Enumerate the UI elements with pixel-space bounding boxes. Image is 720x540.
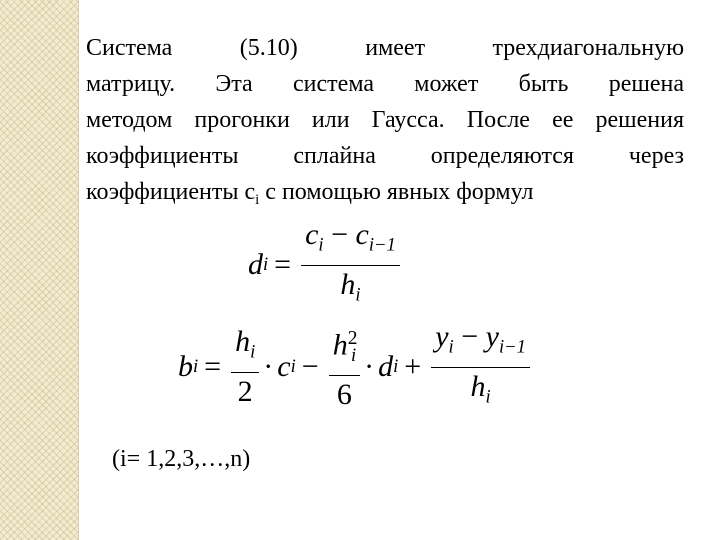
formula-d-lhs-sub: i: [263, 254, 269, 275]
line5-subscript: i: [255, 192, 260, 209]
f3-minus: −: [453, 320, 486, 353]
line5-suffix: с помощью явных формул: [259, 179, 534, 205]
f3-y-sub: i: [448, 336, 454, 358]
f3-y: y: [435, 320, 449, 353]
index-range: (i= 1,2,3,…,n): [112, 446, 251, 472]
formula-b-plus: +: [404, 350, 422, 383]
body-paragraph: [86, 30, 684, 218]
formula-d-lhs: d: [248, 248, 263, 281]
paragraph-line-3: методом прогонки или Гаусса. После ее решения: [86, 107, 684, 133]
f2-numerator: [329, 322, 360, 375]
formula-d-fraction: [301, 218, 400, 312]
f2-h-sup: 2: [347, 327, 358, 349]
formula-b-lhs-sub: i: [193, 356, 199, 377]
decorative-side-strip: [0, 0, 79, 540]
formula-b-d: d: [378, 350, 394, 383]
f3-denominator: [431, 367, 530, 415]
formula-d: [248, 218, 404, 312]
den-h-sub: i: [355, 284, 361, 305]
dot-2: ·: [364, 350, 375, 383]
paragraph-line-2: матрицу. Эта система может быть решена: [86, 71, 684, 97]
paragraph-line-5: [86, 174, 684, 218]
f1-h: h: [235, 325, 251, 359]
f2-denominator: 6: [329, 375, 360, 412]
paragraph-line-1: Система (5.10) имеет трехдиагональную: [86, 35, 684, 61]
formula-d-equals: =: [274, 248, 292, 281]
f3-numerator: [431, 320, 530, 367]
num-c: c: [305, 218, 319, 251]
formula-b-d-sub: i: [393, 356, 399, 377]
f3-h: h: [470, 369, 486, 403]
num-minus: −: [323, 218, 356, 251]
formula-b-equals: =: [204, 350, 222, 383]
paragraph-line-4: коэффициенты сплайна определяются через: [86, 143, 684, 169]
formula-b-lhs: b: [178, 350, 193, 383]
f2-h-sub: i: [350, 345, 357, 367]
f1-h-sub: i: [250, 341, 256, 363]
formula-b-minus: −: [301, 350, 319, 383]
line5-prefix: коэффициенты c: [86, 179, 256, 205]
f3-y-prev-sub: i−1: [498, 336, 526, 358]
formula-b-c-sub: i: [290, 356, 296, 377]
formula-b-fraction-1: [231, 325, 259, 409]
f1-numerator: [231, 325, 259, 372]
formula-d-denominator: [301, 265, 400, 313]
f2-h: h: [332, 328, 348, 362]
f3-y-prev: y: [485, 320, 499, 353]
den-h: h: [340, 267, 356, 301]
f1-denominator: 2: [231, 372, 259, 409]
dot-1: ·: [263, 350, 274, 383]
f3-h-sub: i: [485, 386, 491, 407]
num-c-prev: c: [355, 218, 369, 251]
formula-b-fraction-2: [329, 322, 360, 412]
formula-b: [178, 320, 534, 414]
num-c-prev-sub: i−1: [368, 234, 396, 256]
formula-b-c: c: [277, 350, 291, 383]
formula-d-numerator: [301, 218, 400, 265]
formula-b-fraction-3: [431, 320, 530, 414]
num-c-sub: i: [318, 234, 324, 256]
